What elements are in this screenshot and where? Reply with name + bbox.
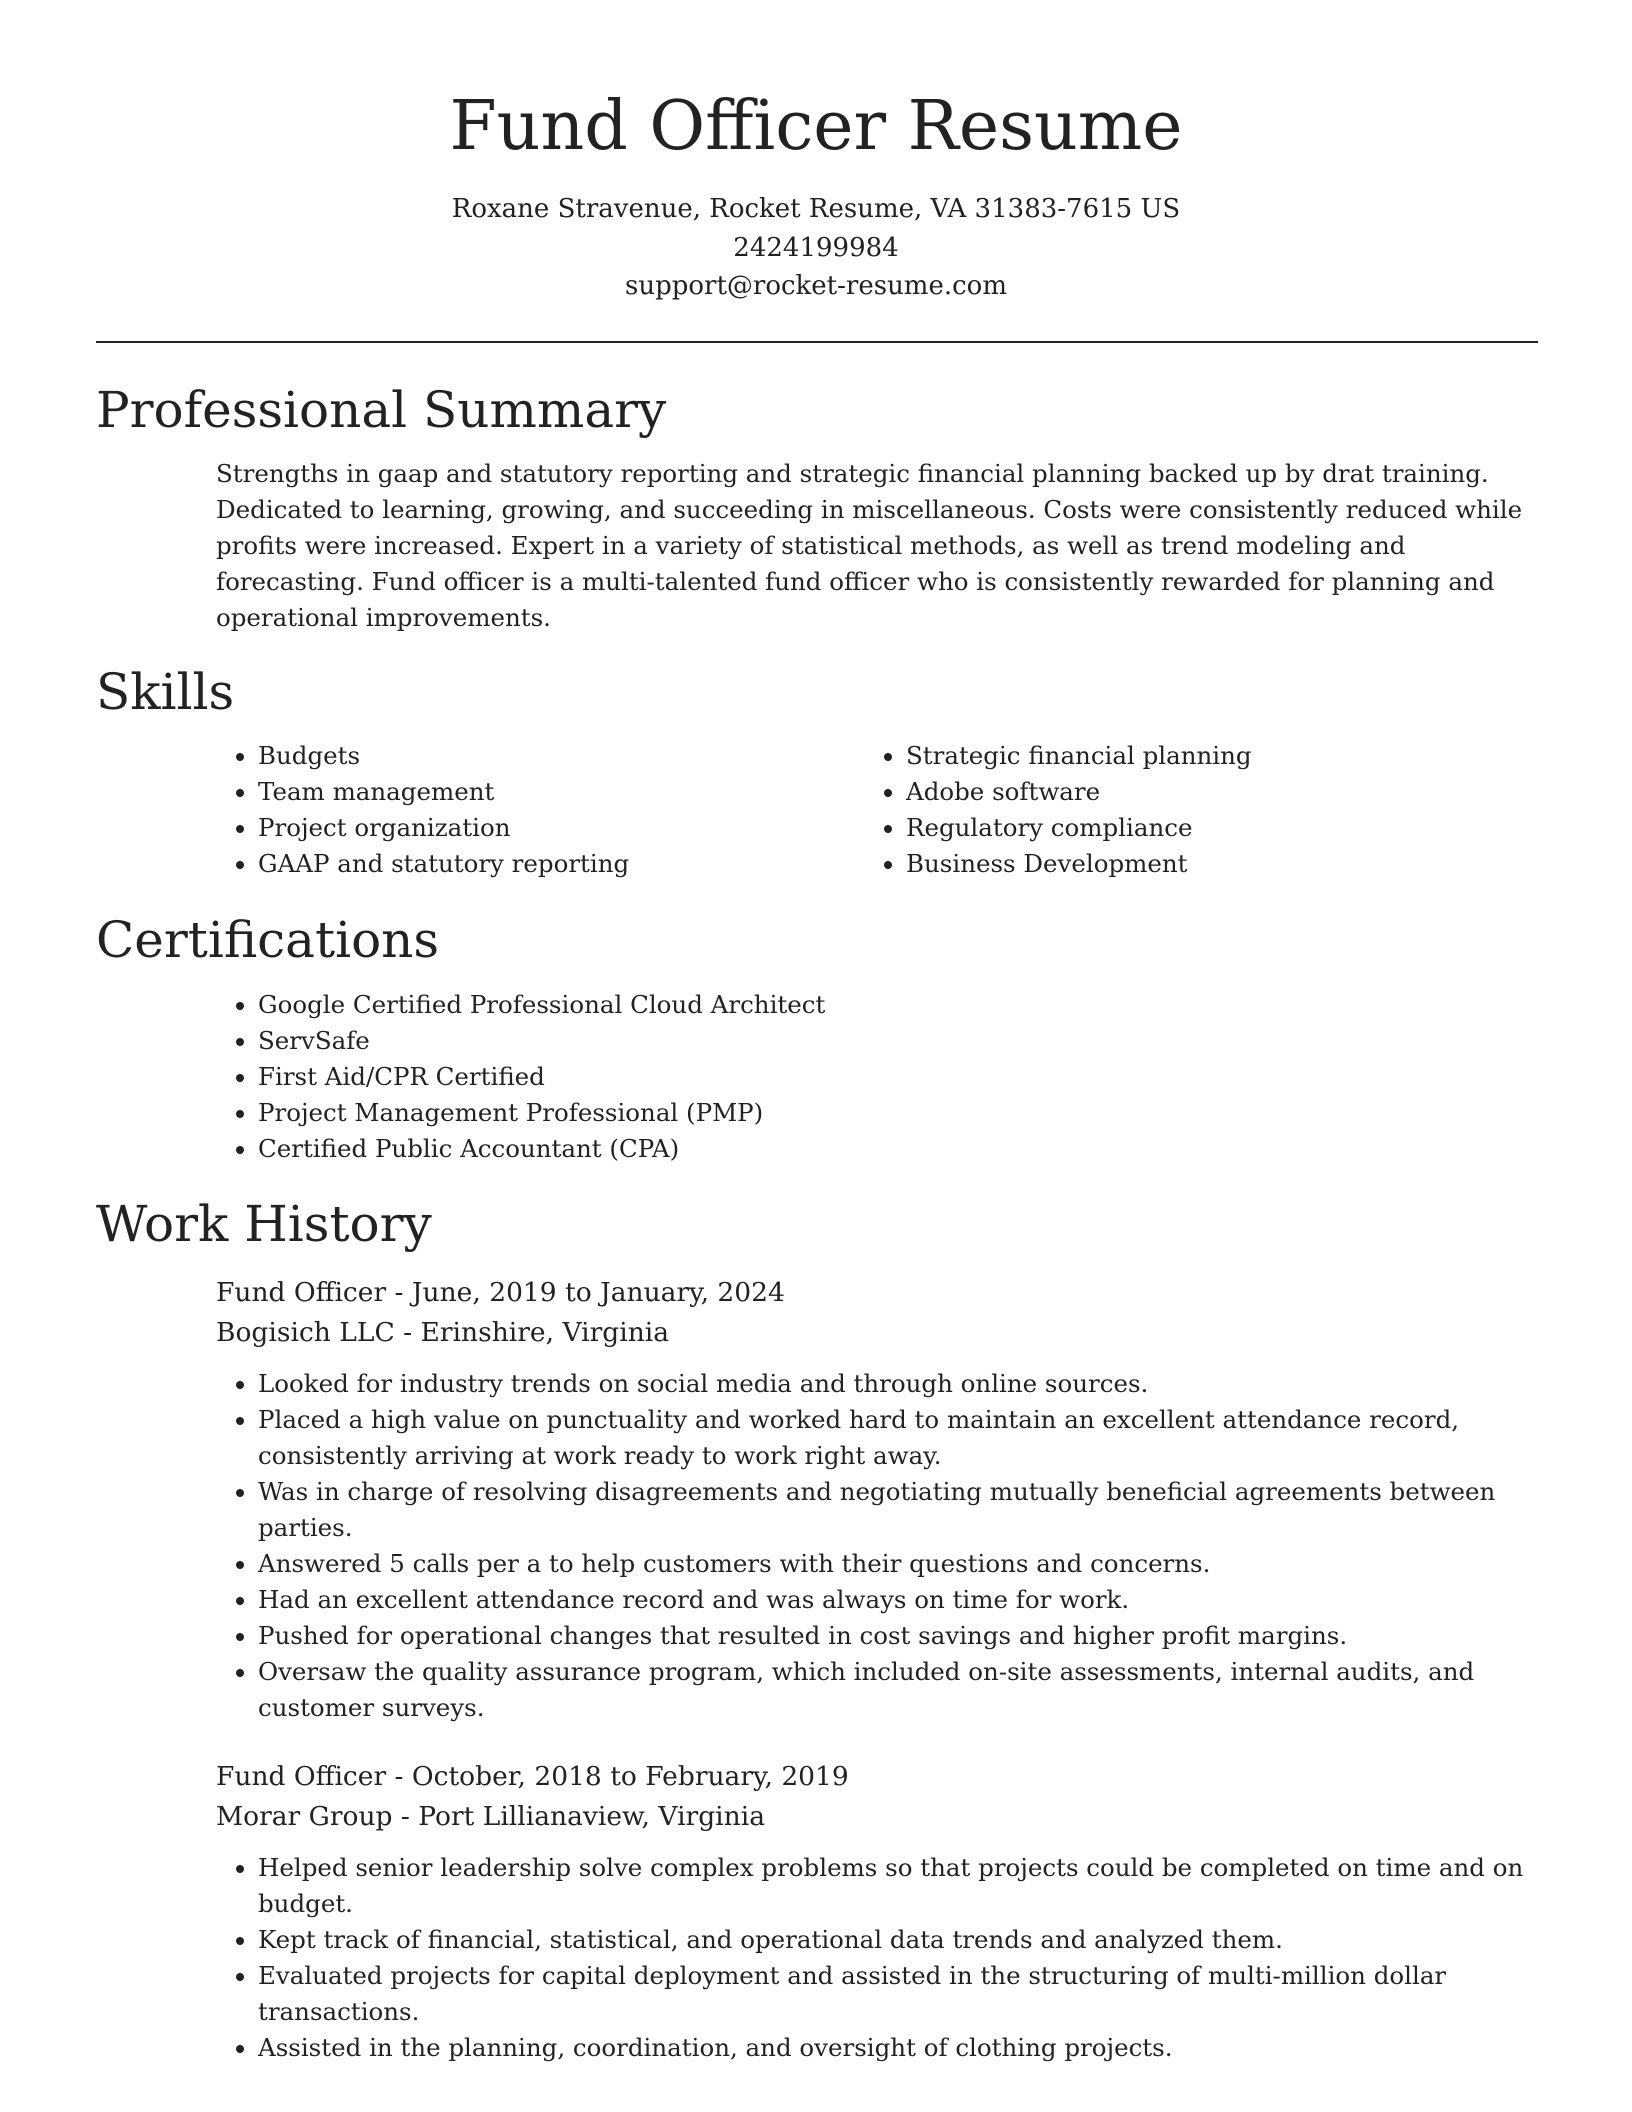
contact-email: support@rocket-resume.com xyxy=(624,271,1007,301)
job-bullet: • Kept track of financial, statistical, and operational data trends and analyzed them. xyxy=(258,1922,1588,1958)
job-bullet: • Answered 5 calls per a to help customers with their questions and concerns. xyxy=(258,1546,1588,1582)
skill-item: • Budgets xyxy=(258,738,858,774)
job-company-line: Bogisich LLC - Erinshire, Virginia xyxy=(216,1317,670,1348)
job-bullet: • Oversaw the quality assurance program, which included on-site assessments, internal audits, and customer surveys. xyxy=(258,1654,1588,1726)
section-title-work-history: Work History xyxy=(96,1195,432,1253)
job-bullet: • Assisted in the planning, coordination, and oversight of clothing projects. xyxy=(258,2030,1588,2066)
skill-item: • GAAP and statutory reporting xyxy=(258,846,858,882)
job-bullet: • Pushed for operational changes that resulted in cost savings and higher profit margins. xyxy=(258,1618,1588,1654)
skills-list-right xyxy=(862,738,1546,882)
summary-text: Strengths in gaap and statutory reporting and strategic financial planning backed up by drat training. Dedicated to learning, growing, and succeeding in miscellaneous. Costs were consistently reduced while profits were increased. Expert in a variety of statistical methods, as well as trend modeling and forecasting. Fund officer is a multi-talented fund officer who is consistently rewarded for planning and operational improvements. xyxy=(216,459,1523,632)
skill-item: • Regulatory compliance xyxy=(906,810,1546,846)
contact-phone: 2424199984 xyxy=(733,233,899,263)
skill-item: • Adobe software xyxy=(906,774,1546,810)
section-title-summary: Professional Summary xyxy=(96,381,667,439)
job-bullet: • Helped senior leadership solve complex problems so that projects could be completed on time and on budget. xyxy=(258,1850,1588,1922)
certification-item: • ServSafe xyxy=(258,1023,1578,1059)
job-title-line: Fund Officer - June, 2019 to January, 2024 xyxy=(216,1277,785,1308)
skill-item: • Strategic financial planning xyxy=(906,738,1546,774)
certification-item: • Project Management Professional (PMP) xyxy=(258,1095,1578,1131)
skills-list-left xyxy=(214,738,858,882)
job-bullet: • Was in charge of resolving disagreements and negotiating mutually beneficial agreements between parties. xyxy=(258,1474,1588,1546)
job-title-line: Fund Officer - October, 2018 to February, 2019 xyxy=(216,1761,849,1792)
resume-title: Fund Officer Resume xyxy=(449,87,1183,166)
job-bullets xyxy=(214,1850,1588,2066)
job-bullets xyxy=(214,1366,1588,1726)
certification-item: • Google Certified Professional Cloud Architect xyxy=(258,987,1578,1023)
section-title-certifications: Certifications xyxy=(96,911,440,969)
header-divider xyxy=(96,341,1538,343)
skill-item: • Business Development xyxy=(906,846,1546,882)
section-title-skills: Skills xyxy=(96,663,235,721)
certification-item: • Certified Public Accountant (CPA) xyxy=(258,1131,1578,1167)
certification-item: • First Aid/CPR Certified xyxy=(258,1059,1578,1095)
certifications-list xyxy=(214,987,1578,1167)
contact-address: Roxane Stravenue, Rocket Resume, VA 31383-7615 US xyxy=(451,194,1181,224)
job-company-line: Morar Group - Port Lillianaview, Virginia xyxy=(216,1801,765,1832)
job-bullet: • Evaluated projects for capital deployment and assisted in the structuring of multi-million dollar transactions. xyxy=(258,1958,1588,2030)
job-bullet: • Looked for industry trends on social media and through online sources. xyxy=(258,1366,1588,1402)
job-bullet: • Had an excellent attendance record and was always on time for work. xyxy=(258,1582,1588,1618)
skill-item: • Team management xyxy=(258,774,858,810)
skill-item: • Project organization xyxy=(258,810,858,846)
job-bullet: • Placed a high value on punctuality and worked hard to maintain an excellent attendance record, consistently arriving at work ready to work right away. xyxy=(258,1402,1588,1474)
